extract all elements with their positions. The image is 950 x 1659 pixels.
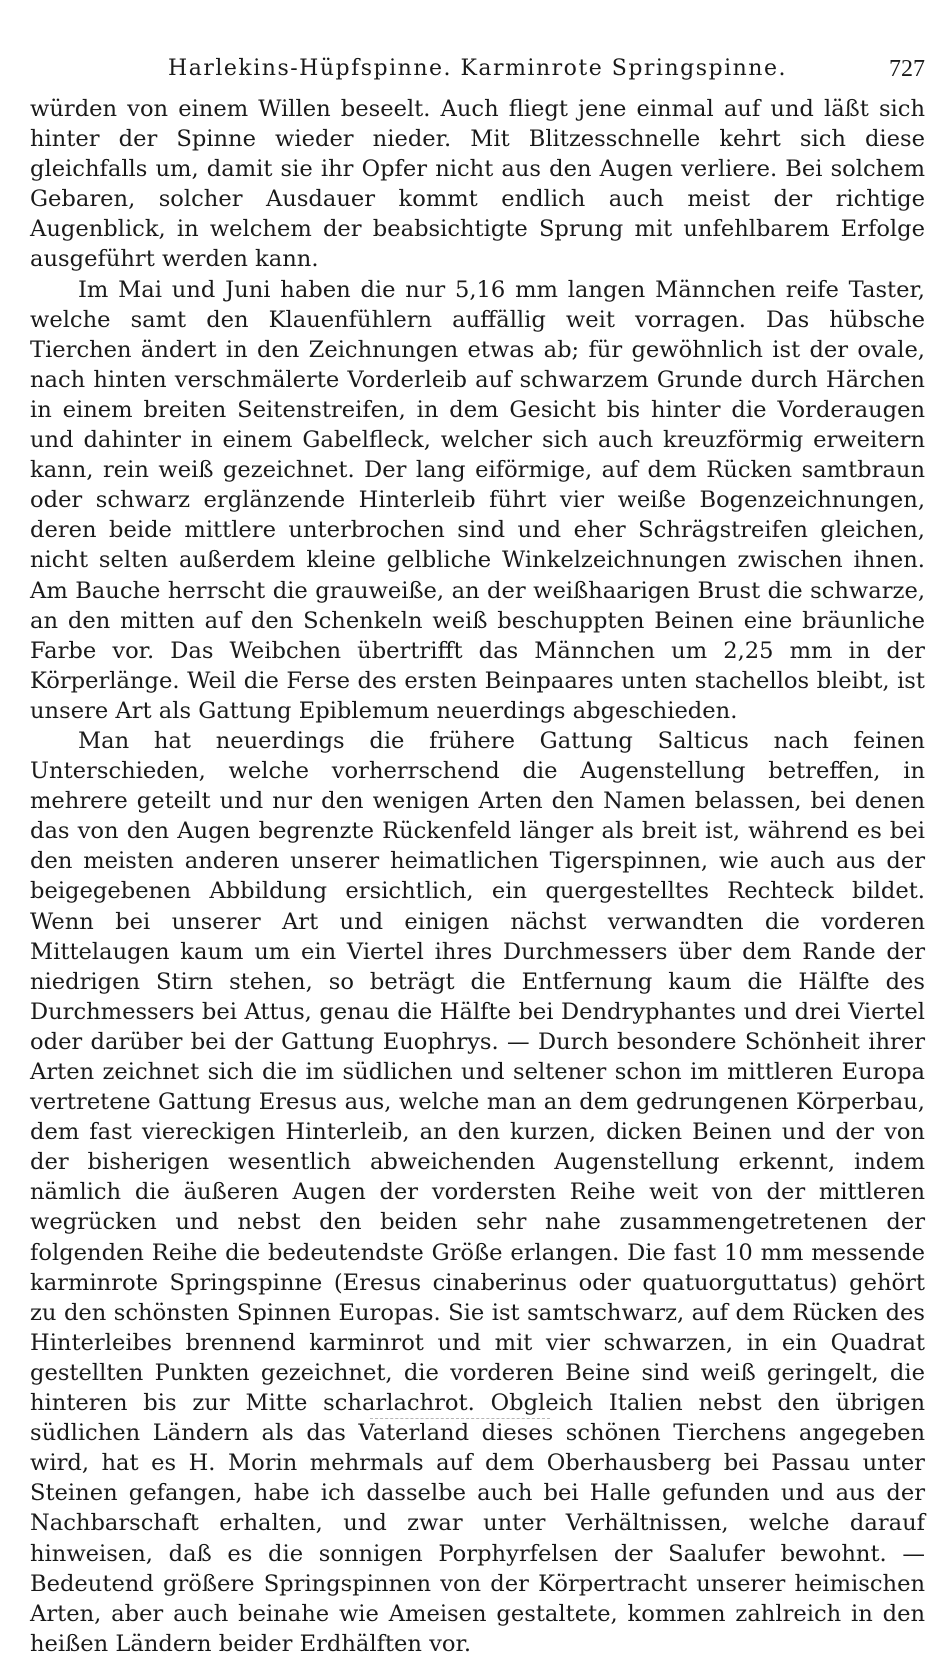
footer-rule — [370, 1418, 550, 1419]
running-head-title: Harlekins-Hüpfspinne. Karminrote Springspinne. — [168, 56, 787, 81]
paragraph-males-description: Im Mai und Juni haben die nur 5,16 mm langen Männchen reife Taster, welche samt den Klauenfühlern auffällig weit vorragen. Das hübsche Tierchen ändert in den Zeichnungen etwas ab; für gewöhnlich ist der ovale, nach hinten verschmälerte Vorderleib auf schwarzem Grunde durch Härchen in einem breiten Seitenstreifen, in dem Gesicht bis hinter die Vorderaugen und dahinter in einem Gabelfleck, welcher sich auch kreuzförmig erweitern kann, rein weiß gezeichnet. Der lang eiförmige, auf dem Rücken samtbraun oder schwarz erglänzende Hinterleib führt vier weiße Bogenzeichnungen, deren beide mittlere unterbrochen sind und eher Schrägstreifen gleichen, nicht selten außerdem kleine gelbliche Winkelzeichnungen zwischen ihnen. Am Bauche herrscht die grauweiße, an der weißhaarigen Brust die schwarze, an den mitten auf den Schenkeln weiß beschuppten Beinen eine bräunliche Farbe vor. Das Weibchen übertrifft das Männchen um 2,25 mm in der Körperlänge. Weil die Ferse des ersten Beinpaares unten stachellos bleibt, ist unsere Art als Gattung Epiblemum neuerdings abgeschieden. — [30, 276, 925, 724]
body-text — [30, 94, 925, 1659]
running-head — [30, 52, 925, 88]
page-number: 727 — [889, 56, 925, 82]
paragraph-continuation: würden von einem Willen beseelt. Auch fliegt jene einmal auf und läßt sich hinter der Spinne wieder nieder. Mit Blitzesschnelle kehrt sich diese gleichfalls um, damit sie ihr Opfer nicht aus den Augen verliere. Bei solchem Gebaren, solcher Ausdauer kommt endlich auch meist der richtige Augenblick, in welchem der beabsichtigte Sprung mit unfehlbarem Erfolge ausgeführt werden kann. — [30, 96, 925, 273]
paragraph-genus-classification: Man hat neuerdings die frühere Gattung Salticus nach feinen Unterschieden, welche vorherrschend die Augenstellung betreffen, in mehrere geteilt und nur den wenigen Arten den Namen belassen, bei denen das von den Augen begrenzte Rückenfeld länger als breit ist, während es bei den meisten anderen unserer heimatlichen Tigerspinnen, wie auch aus der beigegebenen Abbildung ersichtlich, ein quergestelltes Rechteck bildet. Wenn bei unserer Art und einigen nächst verwandten die vorderen Mittelaugen kaum um ein Viertel ihres Durchmessers über dem Rande der niedrigen Stirn stehen, so beträgt die Entfernung kaum die Hälfte des Durchmessers bei Attus, genau die Hälfte bei Dendryphantes und drei Viertel oder darüber bei der Gattung Euophrys. — Durch besondere Schönheit ihrer Arten zeichnet sich die im südlichen und seltener schon im mittleren Europa vertretene Gattung Eresus aus, welche man an dem gedrungenen Körperbau, dem fast viereckigen Hinterleib, an den kurzen, dicken Beinen und der von der bisherigen wesentlich abweichenden Augenstellung erkennt, indem nämlich die äußeren Augen der vordersten Reihe weit von der mittleren wegrücken und nebst den beiden sehr nahe zusammengetretenen der folgenden Reihe die bedeutendste Größe erlangen. Die fast 10 mm messende karminrote Springspinne (Eresus cinaberinus oder quatuorguttatus) gehört zu den schönsten Spinnen Europas. Sie ist samtschwarz, auf dem Rücken des Hinterleibes brennend karminrot und mit vier schwarzen, in ein Quadrat gestellten Punkten gezeichnet, die vorderen Beine sind weiß geringelt, die hinteren bis zur Mitte scharlachrot. Obgleich Italien nebst den übrigen südlichen Ländern als das Vaterland dieses schönen Tierchens angegeben wird, hat es H. Morin mehrmals auf dem Oberhausberg bei Passau unter Steinen gefangen, habe ich dasselbe auch bei Halle gefunden und aus der Nachbarschaft erhalten, und zwar unter Verhältnissen, welche darauf hinweisen, daß es die sonnigen Porphyrfelsen der Saalufer bewohnt. — Bedeutend größere Springspinnen von der Körpertracht unserer heimischen Arten, aber auch beinahe wie Ameisen gestaltete, kommen zahlreich in den heißen Ländern beider Erdhälften vor. — [30, 727, 925, 1657]
